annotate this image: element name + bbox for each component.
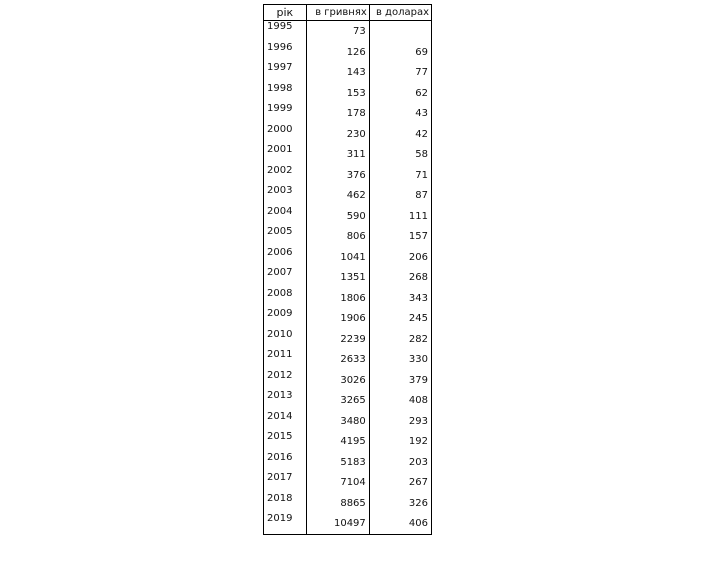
cell-uah: 178 xyxy=(306,103,369,124)
table-row xyxy=(264,103,432,124)
cell-uah: 1351 xyxy=(306,267,369,288)
cell-usd: 326 xyxy=(369,493,431,514)
cell-year: 2016 xyxy=(267,451,293,463)
cell-usd: 245 xyxy=(369,308,431,329)
cell-uah: 1041 xyxy=(306,247,369,268)
cell-year: 2017 xyxy=(267,472,293,483)
cell-year: 1998 xyxy=(267,82,293,94)
table-row xyxy=(264,370,432,391)
cell-uah: 230 xyxy=(306,124,369,145)
cell-uah: 2239 xyxy=(306,329,369,350)
cell-year: 2008 xyxy=(267,287,293,299)
cell-year: 2009 xyxy=(267,308,293,319)
table-row xyxy=(264,329,432,350)
cell-usd: 43 xyxy=(369,103,431,124)
table-row xyxy=(264,226,432,247)
cell-uah: 73 xyxy=(306,21,369,42)
table-row xyxy=(264,124,432,145)
cell-usd: 192 xyxy=(369,431,431,452)
cell-usd: 62 xyxy=(369,83,431,104)
table-row xyxy=(264,390,432,411)
cell-year: 2004 xyxy=(267,205,293,217)
table-row xyxy=(264,493,432,514)
cell-usd: 58 xyxy=(369,144,431,165)
table-row xyxy=(264,206,432,227)
cell-usd: 111 xyxy=(369,206,431,227)
cell-year: 2000 xyxy=(267,123,293,135)
table-row xyxy=(264,62,432,83)
cell-uah: 3026 xyxy=(306,370,369,391)
table-row xyxy=(264,472,432,493)
cell-usd: 69 xyxy=(369,42,431,63)
table-body xyxy=(264,21,432,535)
cell-year: 2011 xyxy=(267,349,293,360)
cell-uah: 8865 xyxy=(306,493,369,514)
cell-year: 1997 xyxy=(267,62,293,73)
table-row xyxy=(264,144,432,165)
cell-year: 2005 xyxy=(267,226,293,237)
cell-uah: 806 xyxy=(306,226,369,247)
cell-usd: 268 xyxy=(369,267,431,288)
cell-usd: 71 xyxy=(369,165,431,186)
cell-usd: 282 xyxy=(369,329,431,350)
cell-uah: 5183 xyxy=(306,452,369,473)
cell-year: 2013 xyxy=(267,390,293,401)
cell-usd: 406 xyxy=(369,513,431,534)
header-row xyxy=(264,5,432,21)
cell-year: 2012 xyxy=(267,369,293,381)
table-row xyxy=(264,21,432,42)
cell-year: 2006 xyxy=(267,246,293,258)
cell-year: 2014 xyxy=(267,410,293,422)
cell-year: 2003 xyxy=(267,185,293,196)
cell-uah: 143 xyxy=(306,62,369,83)
cell-usd: 42 xyxy=(369,124,431,145)
cell-uah: 4195 xyxy=(306,431,369,452)
table-row xyxy=(264,83,432,104)
cell-year: 2018 xyxy=(267,492,293,504)
cell-year: 2007 xyxy=(267,267,293,278)
cell-year: 2002 xyxy=(267,164,293,176)
cell-year: 1996 xyxy=(267,41,293,53)
cell-usd: 408 xyxy=(369,390,431,411)
table-row xyxy=(264,431,432,452)
cell-uah: 1806 xyxy=(306,288,369,309)
data-table xyxy=(263,4,432,535)
table-row xyxy=(264,247,432,268)
cell-usd: 87 xyxy=(369,185,431,206)
table-row xyxy=(264,452,432,473)
cell-uah: 7104 xyxy=(306,472,369,493)
cell-usd xyxy=(369,21,431,42)
cell-uah: 1906 xyxy=(306,308,369,329)
cell-usd: 379 xyxy=(369,370,431,391)
cell-uah: 153 xyxy=(306,83,369,104)
cell-uah: 376 xyxy=(306,165,369,186)
header-year: рік xyxy=(264,5,307,21)
table-row xyxy=(264,308,432,329)
cell-year: 2019 xyxy=(267,513,293,524)
header-uah: в гривнях xyxy=(306,5,369,21)
cell-usd: 267 xyxy=(369,472,431,493)
cell-uah: 3265 xyxy=(306,390,369,411)
table-row xyxy=(264,411,432,432)
cell-year: 1999 xyxy=(267,103,293,114)
cell-year: 2015 xyxy=(267,431,293,442)
table-row xyxy=(264,42,432,63)
cell-uah: 2633 xyxy=(306,349,369,370)
cell-uah: 311 xyxy=(306,144,369,165)
table-row xyxy=(264,185,432,206)
table-row xyxy=(264,513,432,534)
cell-uah: 462 xyxy=(306,185,369,206)
table-row xyxy=(264,267,432,288)
cell-uah: 10497 xyxy=(306,513,369,534)
cell-year: 1995 xyxy=(267,21,293,32)
cell-uah: 590 xyxy=(306,206,369,227)
cell-usd: 330 xyxy=(369,349,431,370)
cell-usd: 206 xyxy=(369,247,431,268)
cell-uah: 3480 xyxy=(306,411,369,432)
cell-usd: 343 xyxy=(369,288,431,309)
header-usd: в доларах xyxy=(369,5,431,21)
cell-usd: 293 xyxy=(369,411,431,432)
table-row xyxy=(264,165,432,186)
cell-usd: 77 xyxy=(369,62,431,83)
table-row xyxy=(264,349,432,370)
table-row xyxy=(264,288,432,309)
cell-year: 2010 xyxy=(267,328,293,340)
cell-usd: 203 xyxy=(369,452,431,473)
cell-usd: 157 xyxy=(369,226,431,247)
cell-uah: 126 xyxy=(306,42,369,63)
cell-year: 2001 xyxy=(267,144,293,155)
